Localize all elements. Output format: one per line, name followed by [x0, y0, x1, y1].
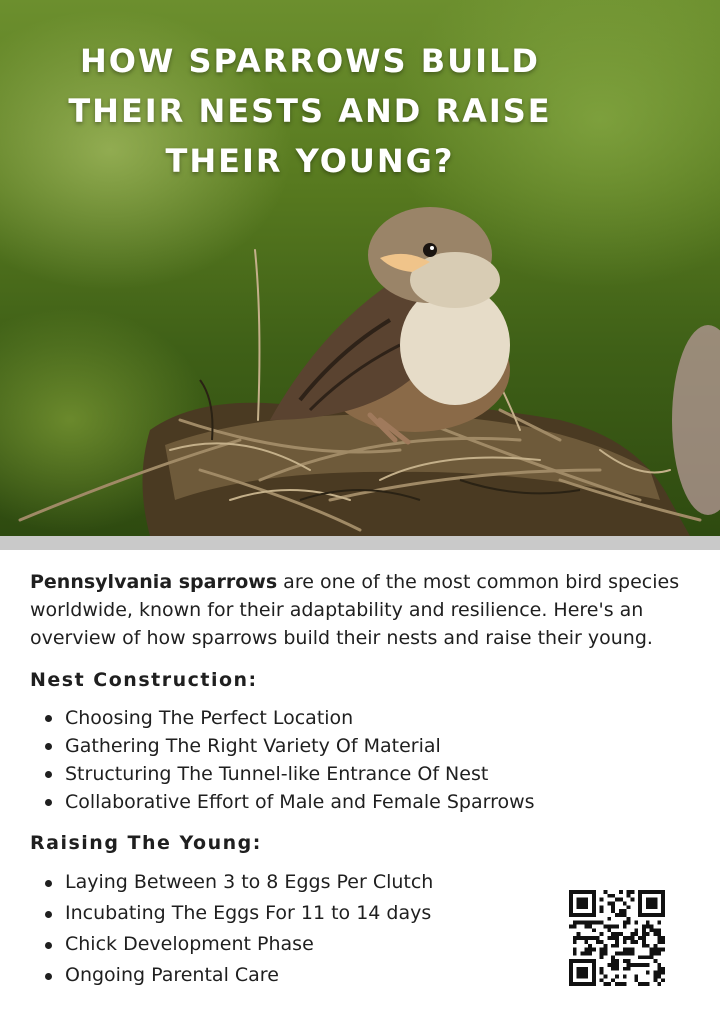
hero-divider	[0, 536, 720, 550]
list-item-text: Collaborative Effort of Male and Female Sparrows	[65, 791, 535, 813]
intro-paragraph	[30, 568, 690, 652]
list-item	[30, 788, 690, 816]
list-item-text: Choosing The Perfect Location	[65, 707, 354, 729]
section-heading-raising-young: Raising The Young:	[30, 832, 262, 854]
list-item	[30, 704, 690, 732]
section-heading-nest-construction: Nest Construction:	[30, 669, 258, 691]
title-line: THEIR NESTS AND RAISE	[68, 92, 552, 130]
title-line: HOW SPARROWS BUILD	[80, 42, 540, 80]
nest-construction-list	[30, 704, 690, 816]
list-item-text: Gathering The Right Variety Of Material	[65, 735, 441, 757]
qr-code-icon[interactable]	[569, 890, 665, 986]
sparrow-chick	[270, 207, 510, 442]
list-item-text: Ongoing Parental Care	[65, 964, 279, 986]
list-item-text: Structuring The Tunnel-like Entrance Of Nest	[65, 763, 489, 785]
list-item-text: Chick Development Phase	[65, 933, 314, 955]
bullet-icon	[45, 973, 52, 980]
bullet-icon	[45, 715, 52, 722]
bullet-icon	[45, 880, 52, 887]
bullet-icon	[45, 771, 52, 778]
list-item	[30, 732, 690, 760]
blurred-finger	[672, 325, 720, 515]
intro-bold-lead: Pennsylvania sparrows	[30, 571, 278, 593]
list-item-text: Laying Between 3 to 8 Eggs Per Clutch	[65, 871, 434, 893]
title-line: THEIR YOUNG?	[165, 142, 455, 180]
bullet-icon	[45, 799, 52, 806]
bullet-icon	[45, 743, 52, 750]
bullet-icon	[45, 942, 52, 949]
list-item-text: Incubating The Eggs For 11 to 14 days	[65, 902, 432, 924]
intro-text: are one of the most common bird species worldwide, known for their adaptability and resilience. Here's an overview of how sparrows build their nests and raise their young.	[30, 571, 680, 649]
page-title	[40, 36, 580, 186]
bullet-icon	[45, 911, 52, 918]
list-item	[30, 760, 690, 788]
